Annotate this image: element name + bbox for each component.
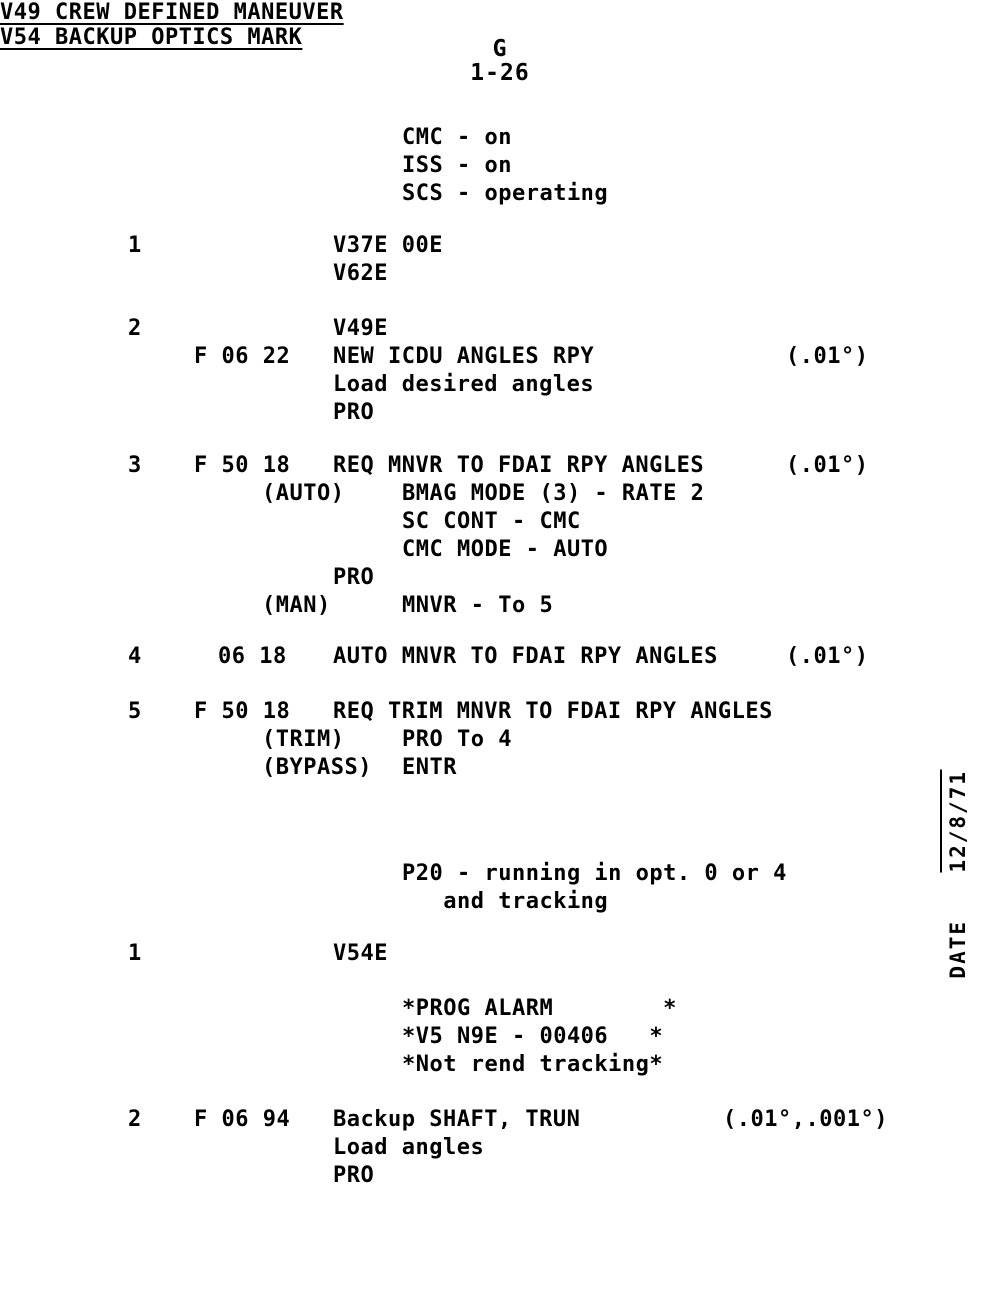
step-code: F 06 94 <box>194 1107 291 1132</box>
alarm-line: *V5 N9E - 00406 * <box>402 1024 664 1049</box>
step-number: 2 <box>128 1107 142 1132</box>
step-line: V54E <box>333 941 388 966</box>
alarm-line: *Not rend tracking* <box>402 1052 664 1077</box>
step-line: PRO To 4 <box>402 727 512 752</box>
step-tolerance: (.01°) <box>786 644 869 669</box>
step-line: REQ MNVR TO FDAI RPY ANGLES <box>333 453 705 478</box>
condition-line: P20 - running in opt. 0 or 4 <box>402 861 787 886</box>
step-line: CMC MODE - AUTO <box>402 537 609 562</box>
step-code: 06 18 <box>218 644 287 669</box>
step-code: (BYPASS) <box>262 755 372 780</box>
step-line: SC CONT - CMC <box>402 509 581 534</box>
step-line: AUTO MNVR TO FDAI RPY ANGLES <box>333 644 718 669</box>
step-line: PRO <box>333 1163 375 1188</box>
step-line: REQ TRIM MNVR TO FDAI RPY ANGLES <box>333 699 773 724</box>
step-number: 2 <box>128 316 142 341</box>
section-title-v49: V49 CREW DEFINED MANEUVER <box>0 0 344 25</box>
step-line: Load desired angles <box>333 372 595 397</box>
step-line: BMAG MODE (3) - RATE 2 <box>402 481 705 506</box>
step-code: (AUTO) <box>262 481 345 506</box>
step-code: (MAN) <box>262 593 331 618</box>
section-title-v54: V54 BACKUP OPTICS MARK <box>0 25 303 50</box>
step-line: NEW ICDU ANGLES RPY <box>333 344 595 369</box>
condition-line: CMC - on <box>402 125 512 150</box>
condition-line: SCS - operating <box>402 181 609 206</box>
date-value: 12/8/71 <box>940 770 970 873</box>
step-line: PRO <box>333 400 375 425</box>
step-line: Backup SHAFT, TRUN <box>333 1107 581 1132</box>
step-code: F 50 18 <box>194 699 291 724</box>
step-tolerance: (.01°,.001°) <box>723 1107 888 1132</box>
step-line: MNVR - To 5 <box>402 593 554 618</box>
step-number: 5 <box>128 699 142 724</box>
condition-line: ISS - on <box>402 153 512 178</box>
step-number: 1 <box>128 233 142 258</box>
step-line: Load angles <box>333 1135 485 1160</box>
step-tolerance: (.01°) <box>786 344 869 369</box>
step-code: F 50 18 <box>194 453 291 478</box>
step-number: 3 <box>128 453 142 478</box>
step-line: V37E 00E <box>333 233 443 258</box>
step-line: V49E <box>333 316 388 341</box>
step-number: 4 <box>128 644 142 669</box>
step-code: PRO <box>333 565 375 590</box>
step-line: V62E <box>333 261 388 286</box>
alarm-line: *PROG ALARM * <box>402 996 677 1021</box>
step-number: 1 <box>128 941 142 966</box>
step-code: (TRIM) <box>262 727 345 752</box>
date-label: DATE <box>946 920 970 979</box>
page-section-letter: G <box>492 36 508 62</box>
step-line: ENTR <box>402 755 457 780</box>
step-code: F 06 22 <box>194 344 291 369</box>
step-tolerance: (.01°) <box>786 453 869 478</box>
page-number: 1-26 <box>470 60 530 86</box>
condition-line: and tracking <box>402 889 609 914</box>
